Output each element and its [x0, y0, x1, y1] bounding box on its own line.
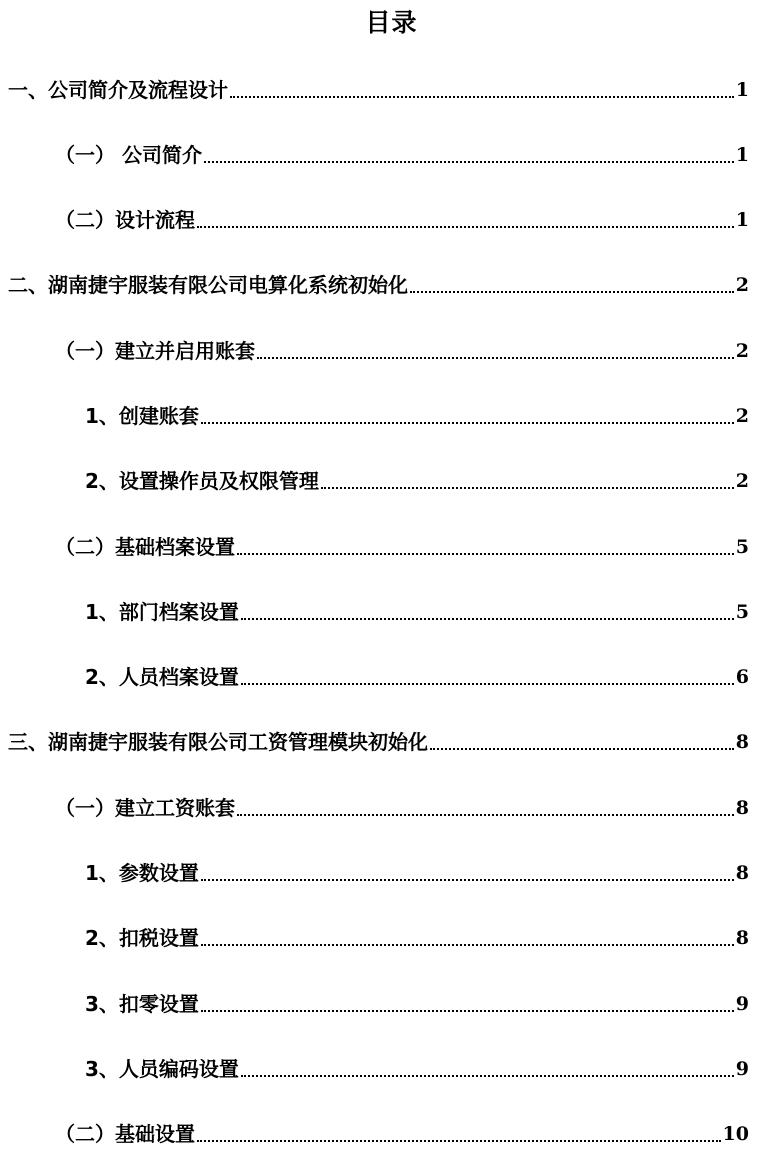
dot-leader	[201, 944, 734, 946]
toc-page-number: 2	[735, 405, 749, 427]
toc-entry[interactable]	[55, 790, 749, 822]
dot-leader	[410, 291, 734, 293]
dot-leader	[237, 553, 734, 555]
toc-entry-text: 3、人员编码设置	[85, 1057, 239, 1081]
toc-entry-text: （一） 公司简介	[55, 143, 202, 167]
toc-entry-text: （二）基础设置	[55, 1122, 195, 1146]
toc-entry-text: 2、设置操作员及权限管理	[85, 469, 319, 493]
toc-page-number: 10	[722, 1123, 749, 1145]
toc-entry-text: 3、扣零设置	[85, 992, 199, 1016]
toc-page-number: 8	[735, 927, 749, 949]
toc-entry-text: 1、参数设置	[85, 861, 199, 885]
toc-entry[interactable]	[8, 72, 749, 104]
toc-title: 目录	[365, 8, 418, 37]
toc-entry[interactable]	[55, 137, 749, 169]
toc-entry[interactable]	[55, 529, 749, 561]
toc-page-number: 5	[735, 601, 749, 623]
dot-leader	[430, 748, 734, 750]
toc-entry[interactable]	[55, 202, 749, 234]
toc-page-number: 1	[735, 209, 749, 231]
toc-entry[interactable]	[85, 659, 749, 691]
toc-entry[interactable]	[8, 724, 749, 756]
toc-entry[interactable]	[85, 594, 749, 626]
dot-leader	[241, 1075, 734, 1077]
toc-page-number: 2	[735, 274, 749, 296]
dot-leader	[201, 422, 734, 424]
toc-entry[interactable]	[85, 986, 749, 1018]
toc-page-number: 9	[735, 993, 749, 1015]
toc-entry[interactable]	[85, 855, 749, 887]
dot-leader	[237, 814, 734, 816]
toc-entry[interactable]	[85, 463, 749, 495]
toc-entry-text: 二、湖南捷宇服装有限公司电算化系统初始化	[8, 273, 408, 297]
dot-leader	[257, 357, 734, 359]
toc-entry-text: （二）基础档案设置	[55, 535, 235, 559]
toc-entry[interactable]	[85, 1051, 749, 1083]
toc-entry-text: （一）建立工资账套	[55, 796, 235, 820]
toc-entry[interactable]	[85, 398, 749, 430]
dot-leader	[201, 879, 734, 881]
toc-entry-text: 三、湖南捷宇服装有限公司工资管理模块初始化	[8, 730, 428, 754]
toc-page-number: 8	[735, 731, 749, 753]
dot-leader	[241, 618, 734, 620]
toc-entry[interactable]	[8, 267, 749, 299]
toc-entry-text: 一、公司简介及流程设计	[8, 78, 228, 102]
toc-page-number: 2	[735, 470, 749, 492]
toc-page-number: 9	[735, 1058, 749, 1080]
toc-entry[interactable]	[55, 1116, 749, 1148]
toc-entry-text: （一）建立并启用账套	[55, 339, 255, 363]
toc-entry-text: 1、部门档案设置	[85, 600, 239, 624]
toc-page-number: 8	[735, 862, 749, 884]
toc-entry[interactable]	[55, 333, 749, 365]
dot-leader	[204, 161, 734, 163]
dot-leader	[241, 683, 734, 685]
toc-entry-text: 1、创建账套	[85, 404, 199, 428]
toc-entry-text: （二）设计流程	[55, 208, 195, 232]
toc-page-number: 6	[735, 666, 749, 688]
dot-leader	[321, 487, 734, 489]
toc-page-number: 5	[735, 536, 749, 558]
toc-entry-text: 2、扣税设置	[85, 926, 199, 950]
toc-entry-text: 2、人员档案设置	[85, 665, 239, 689]
toc-page-number: 2	[735, 340, 749, 362]
toc-page-number: 1	[735, 144, 749, 166]
dot-leader	[197, 226, 734, 228]
toc-entry[interactable]	[85, 920, 749, 952]
dot-leader	[201, 1010, 734, 1012]
dot-leader	[230, 96, 734, 98]
toc-page-number: 8	[735, 797, 749, 819]
toc-page-number: 1	[735, 79, 749, 101]
dot-leader	[197, 1140, 721, 1142]
